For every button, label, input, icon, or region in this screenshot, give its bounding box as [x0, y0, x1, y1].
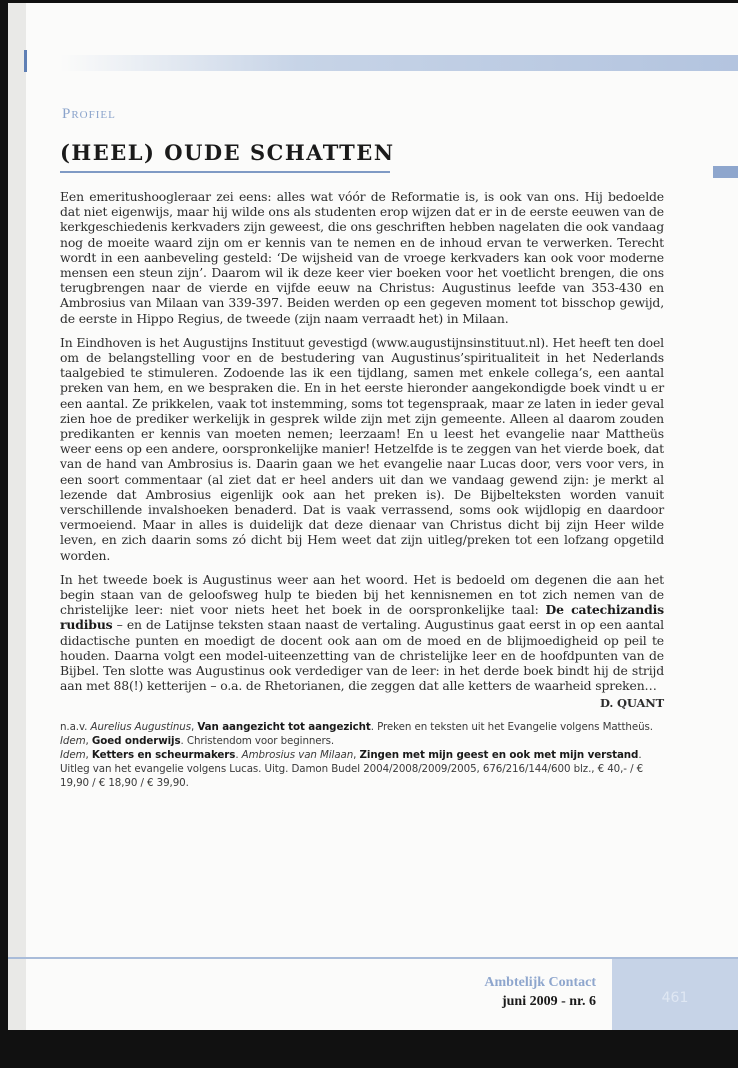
paragraph-2: In Eindhoven is het Augustijns Instituut gevestigd (www.augustijnsinstituut.nl). Het heeft ten doel om de belangstelling voor en de bestudering van Augustinus’spiritualiteit in het Nederlands taalgebied te stimuleren. Zodoende las ik een tijdlang, samen met enkele collega’s, een aantal preken van hem, en we bespraken die. En in het eerste hieronder aangekondigde boek vindt u er een aantal. Ze prikkelen, vaak tot instemming, soms tot tegenspraak, maar ze laten in ieder geval zien hoe de prediker werkelijk in gesprek wilde zijn met zijn gemeente. Alleen al daarom zouden predikanten er kennis van moeten nemen; leerzaam! En u leest het evangelie naar Mattheüs weer eens op een andere, oorspronkelijke manier! Hetzelfde is te zeggen van het vierde boek, dat van de hand van Ambrosius is. Daarin gaan we het evangelie naar Lucas door, vers voor vers, in een soort commentaar (al ziet dat er heel anders uit dan we vandaag gewend zijn: je merkt al lezende dat Ambrosius eigenlijk ook aan het preken is). De Bijbelteksten worden vanuit verschillende invalshoeken benaderd. Dat is vaak verrassend, soms ook wijdlopig en daardoor vermoeiend. Maar in alles is duidelijk dat deze dienaar van Christus dicht bij zijn Heer wilde leven, en zich daarin soms zó dicht bij Hem weet dat zijn uitleg/preken tot een lofzang opgetild worden. — [60, 334, 664, 563]
book-references — [60, 720, 664, 790]
magazine-title: Ambtelijk Contact — [484, 975, 596, 990]
title-underline — [60, 171, 390, 173]
paragraph-3 — [60, 572, 664, 711]
ref-title: Ketters en scheurmakers — [91, 748, 236, 761]
paragraph-3-text-b: – en de Latijnse teksten staan naast de vertaling. Augustinus gaat eerst in op een aantal didactische punten en moedigt de docent ook aan om de moed en de blijmoedigheid op peil te houden. Daarna volgt een model-uiteenzetting van de christelijke leer en de hoofdpunten van de Bijbel. Ten slotte was Augustinus ook verdediger van de leer: in het derde boek bindt hij de strijd aan met 88(!) ketterijen – o.a. de Rhetorianen, die zeggen dat alle ketters de waarheid spreken… — [60, 617, 664, 694]
article-body — [60, 189, 664, 790]
article-title: (HEEL) OUDE SCHATTEN — [60, 140, 395, 165]
scan-bottom-edge — [0, 1030, 738, 1068]
ref-title: Van aangezicht tot aangezicht — [197, 720, 371, 733]
ref-author: Aurelius Augustinus — [90, 720, 191, 733]
ref-description: . Preken en teksten uit het Evangelie volgens Mattheüs. — [370, 720, 653, 733]
page-gutter — [8, 3, 26, 1030]
reference-1: n.a.v. Aurelius Augustinus, Van aangezicht tot aangezicht. Preken en teksten uit het Evangelie volgens Mattheüs. Idem, Goed onderwijs. Christendom voor beginners. — [60, 720, 653, 747]
ref-author: Idem — [60, 748, 86, 761]
ref-title: Zingen met mijn geest en ook met mijn verstand — [359, 748, 639, 761]
book-title-latin: De catechizandis rudibus — [60, 602, 664, 633]
scan-left-edge — [0, 0, 8, 1068]
ref-prefix: n.a.v. — [60, 720, 91, 733]
author-signature: D. QUANT — [599, 695, 664, 710]
ref-author: Idem — [60, 734, 86, 747]
reference-2: Idem, Ketters en scheurmakers. Ambrosius van Milaan, Zingen met mijn geest en ook met mijn verstand. Uitleg van het evangelie volgens Lucas. Uitg. Damon Budel 2004/2008/2009/2005, 676/216/144/600 blz., € 40,- / € 19,90 / € 18,90 / € 39,90. — [60, 748, 644, 789]
scan-top-edge — [0, 0, 738, 3]
ref-description: . Uitleg van het evangelie volgens Lucas. Uitg. Damon Budel 2004/2008/2009/2005, 676/216/144/600 blz., € 40,- / € 19,90 / € 18,90 / € 39,90. — [60, 748, 644, 789]
section-label: Profiel — [62, 106, 116, 122]
side-tab-marker — [713, 166, 738, 178]
ref-author: Ambrosius van Milaan — [241, 748, 354, 761]
issue-label: juni 2009 - nr. 6 — [501, 994, 596, 1009]
paragraph-3-text-a: In het tweede boek is Augustinus weer aan het woord. Het is bedoeld om degenen die aan het begin staan van de geloofsweg hulp te bieden bij het kennisnemen en tot zich nemen van de christelijke leer: niet voor niets heet het boek in de oorspronkelijke taal: — [60, 571, 664, 618]
header-band — [60, 55, 738, 71]
paragraph-1: Een emeritushoogleraar zei eens: alles wat vóór de Reformatie is, is ook van ons. Hij bedoelde dat niet eigenwijs, maar hij wilde ons als studenten erop wijzen dat er in de eerste eeuwen van de kerkgeschiedenis kerkvaders zijn geweest, die ons geschriften hebben nagelaten die ook vandaag nog de moeite waard zijn om er kennis van te nemen en de inhoud ervan te verwerken. Terecht wordt in een aanbeveling gesteld: ‘De wijsheid van de vroege kerkvaders kan ook voor moderne mensen een steun zijn’. Daarom wil ik deze keer vier boeken voor het voetlicht brengen, die ons terugbrengen naar de vierde en vijfde eeuw na Christus: Augustinus leefde van 353-430 en Ambrosius van Milaan van 339-397. Beiden werden op een gegeven moment tot bisschop gewijd, de eerste in Hippo Regius, de tweede (zijn naam verraadt het) in Milaan. — [60, 189, 664, 326]
page-number: 461 — [661, 990, 689, 1006]
ref-description: . Christendom voor beginners. — [180, 734, 335, 747]
ref-title: Goed onderwijs — [91, 734, 181, 747]
gutter-mark — [24, 50, 27, 72]
